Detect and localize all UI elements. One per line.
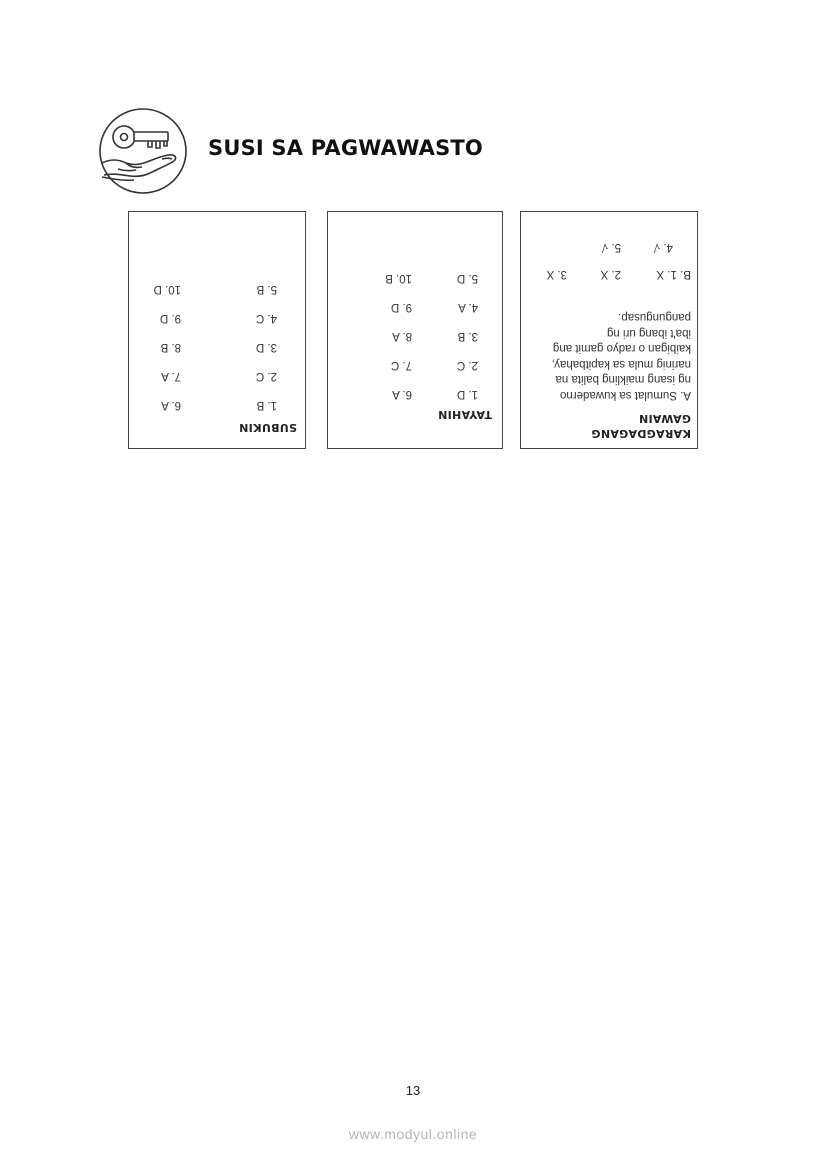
answer-item: 9. D	[390, 301, 412, 313]
tayahin-box	[327, 211, 503, 449]
answer-item: 4. C	[255, 312, 277, 324]
answer-item: 2. C	[255, 370, 277, 382]
answer-item: 3. D	[255, 341, 277, 353]
answer-item: 7. C	[390, 359, 412, 371]
subukin-box	[128, 211, 306, 449]
answer-item: 8. B	[160, 341, 181, 353]
paragraph-line: ng isang maikling balita na	[555, 373, 691, 386]
page-number: 13	[405, 1083, 421, 1098]
paragraph-line: narinig mula sa kapitbahay,	[551, 358, 691, 370]
answer-item: 5. D	[456, 272, 478, 284]
subukin-content	[129, 212, 305, 448]
answer-item: 4. A	[458, 301, 478, 313]
answer-item: 6. A	[161, 399, 181, 411]
answer-item: 9. D	[159, 312, 181, 324]
heading-line: KARAGDAGANG	[591, 427, 691, 440]
answer-item: 8. A	[392, 330, 412, 342]
paragraph-line: iba't ibang uri ng	[606, 327, 691, 339]
answer-item: 7. A	[161, 370, 181, 382]
answer-item: B. 1. X	[656, 268, 691, 280]
instruction-paragraph	[552, 309, 691, 402]
karagdagang-content	[521, 212, 697, 448]
key-hand-logo	[98, 107, 188, 195]
answer-item: 5. B	[256, 283, 277, 295]
paragraph-line: A. Sumulat sa kuwaderno	[559, 389, 691, 401]
tayahin-heading: TAYAHIN	[437, 408, 492, 421]
answer-item: 10. B	[385, 272, 412, 284]
page-title: SUSI SA PAGWAWASTO	[208, 136, 483, 160]
answer-item: 3. X	[546, 268, 567, 280]
paragraph-line: kaibigan o radyo gamit ang	[552, 342, 691, 355]
answer-item: 3. B	[457, 330, 478, 342]
answer-item: 5. √	[601, 241, 621, 253]
answer-item: 1. D	[456, 388, 478, 400]
answer-item: 6. A	[392, 388, 412, 400]
paragraph-line: pangungusap.	[618, 311, 691, 324]
answer-item: 2. X	[600, 268, 621, 280]
answer-item: 1. B	[256, 399, 277, 411]
karagdagang-heading	[591, 411, 691, 441]
karagdagang-gawain-box	[520, 211, 698, 449]
footer-watermark: www.modyul.online	[348, 1126, 478, 1142]
answer-item: 2. C	[456, 359, 478, 371]
heading-line: GAWAIN	[638, 412, 691, 425]
subukin-heading: SUBUKIN	[238, 421, 297, 434]
tayahin-content	[328, 212, 502, 448]
answer-item: 4. √	[653, 241, 673, 253]
answer-item: 10. D	[153, 283, 181, 295]
